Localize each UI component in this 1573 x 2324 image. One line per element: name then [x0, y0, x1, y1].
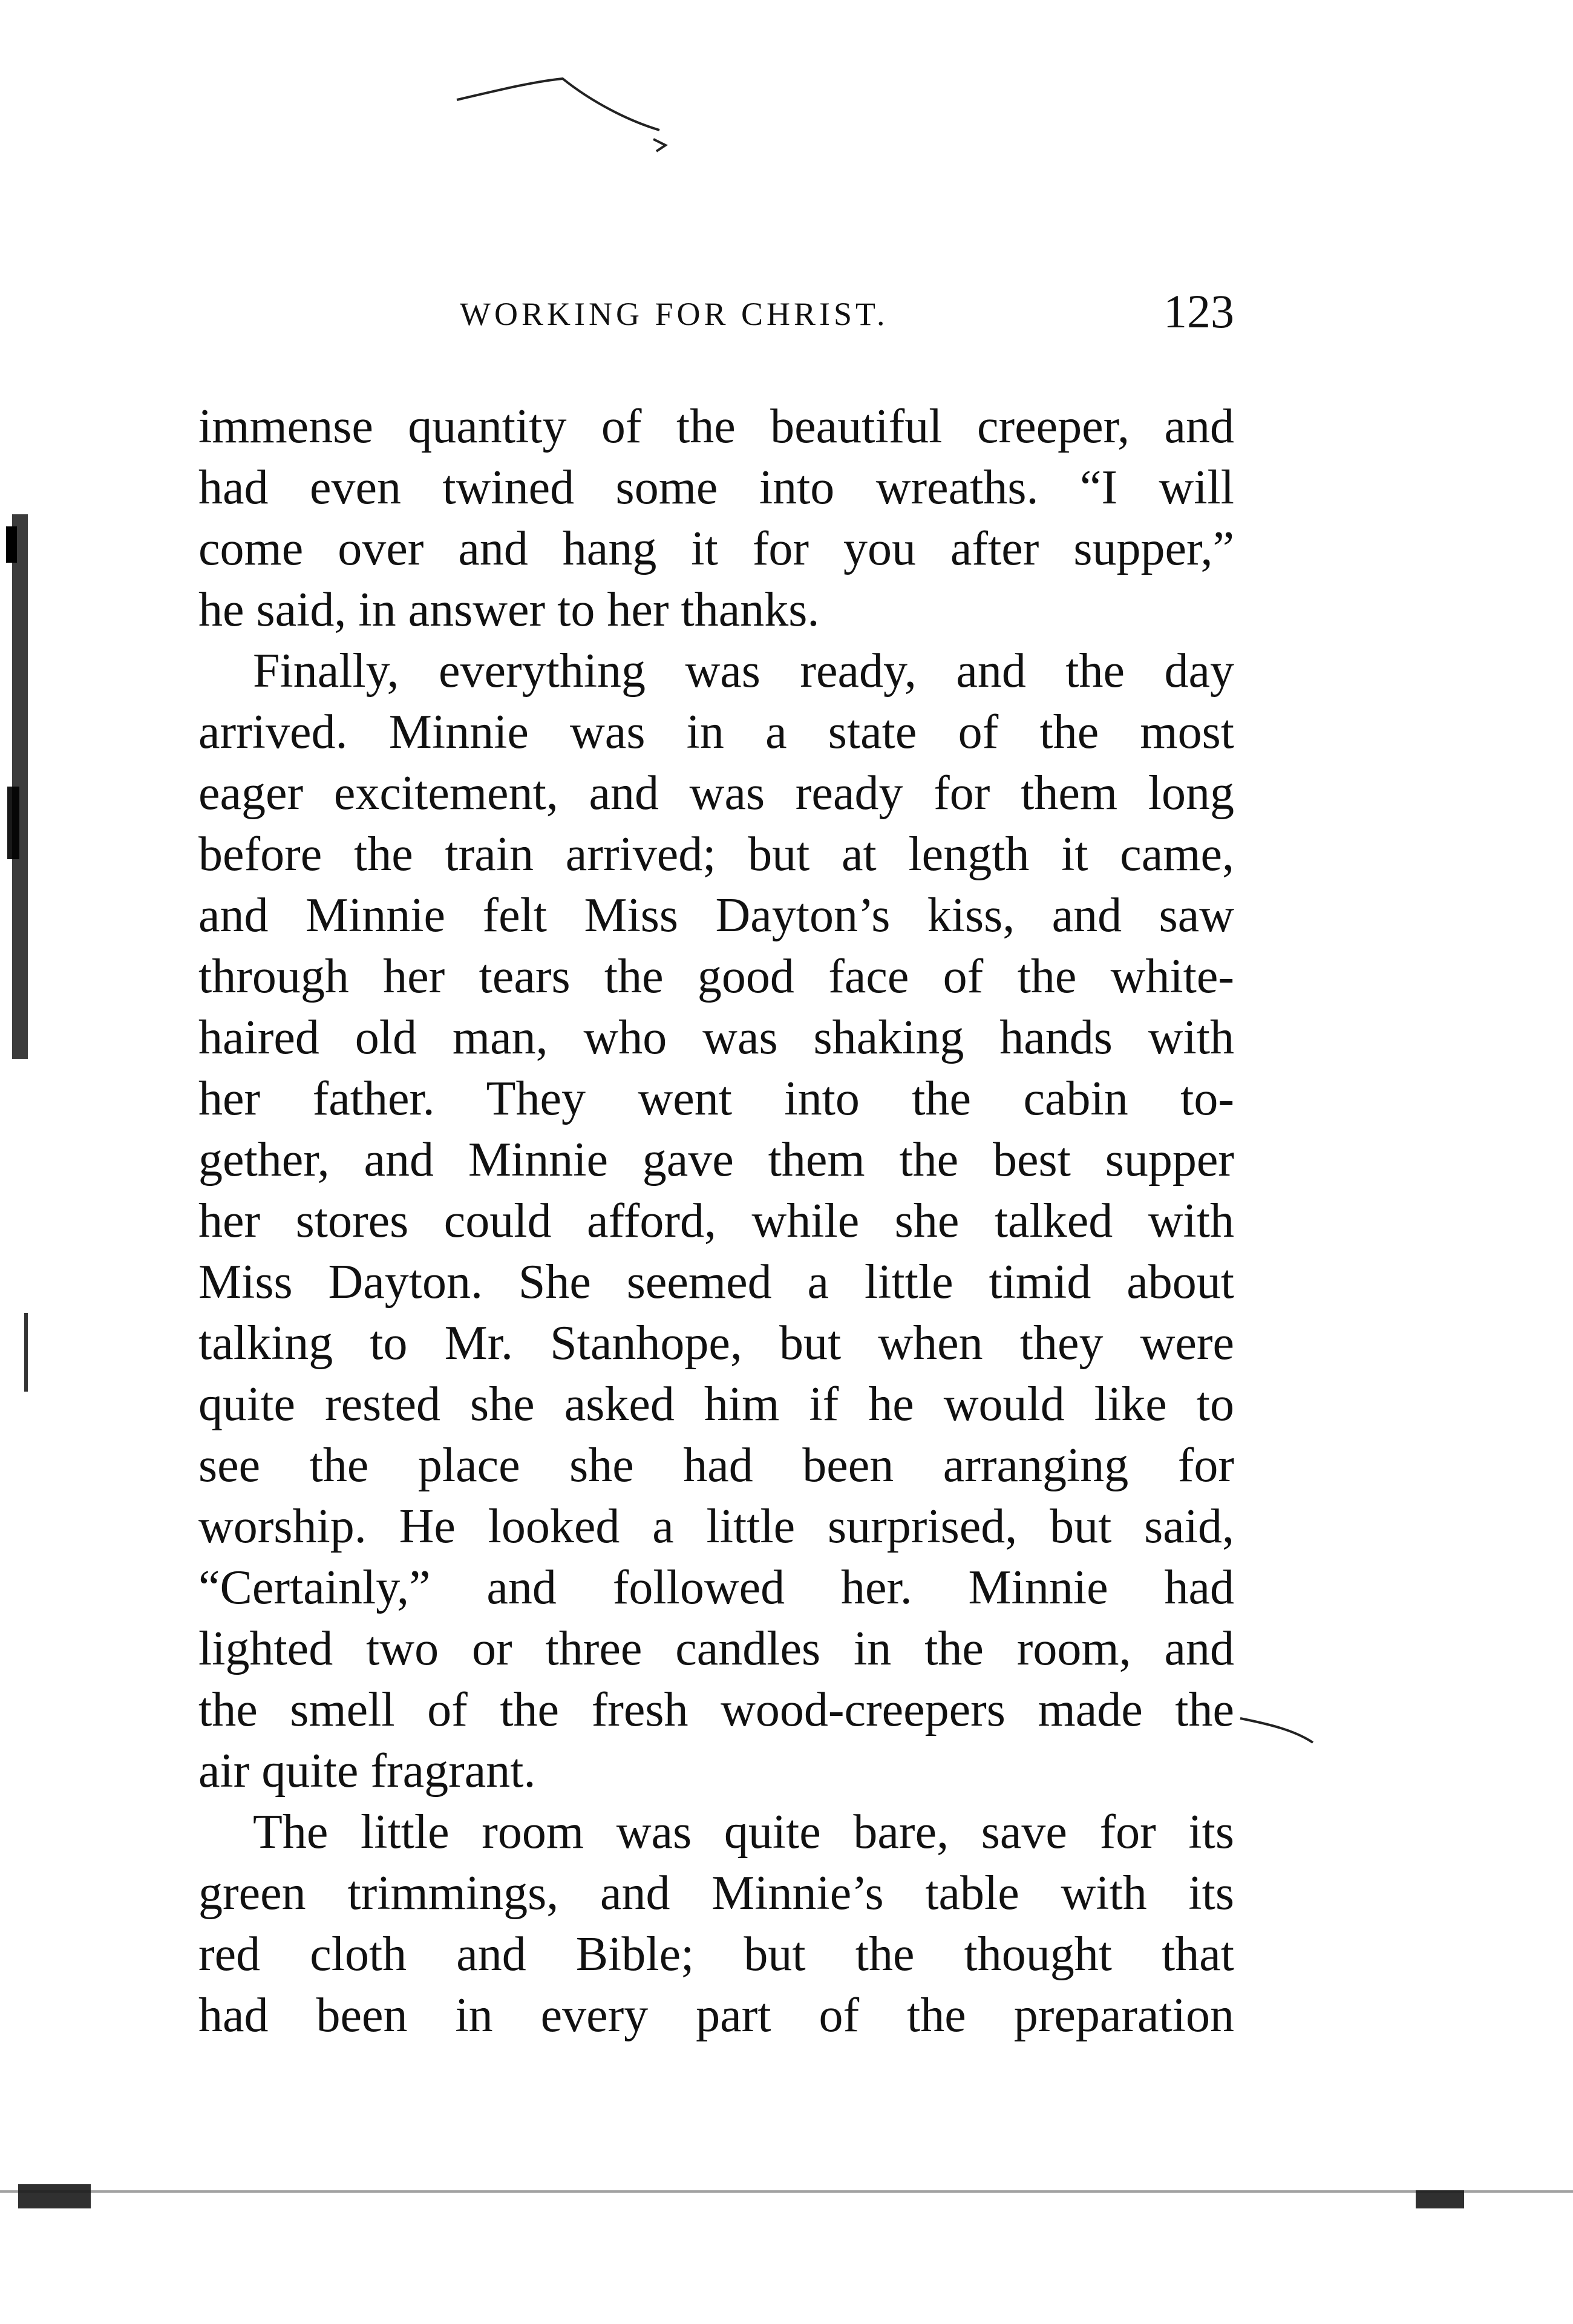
text-line: through her tears the good face of the white- [198, 950, 1234, 1003]
text-line: gether, and Minnie gave them the best supper [198, 1133, 1234, 1187]
text-line: arrived. Minnie was in a state of the most [198, 705, 1234, 759]
text-line: her father. They went into the cabin to- [198, 1072, 1234, 1125]
body-text [198, 396, 1234, 2046]
text-line: green trimmings, and Minnie’s table with its [198, 1867, 1234, 1920]
text-line: see the place she had been arranging for [198, 1439, 1234, 1492]
text-line: lighted two or three candles in the room, and [198, 1622, 1234, 1675]
text-line: haired old man, who was shaking hands with [198, 1011, 1234, 1064]
text-line: talking to Mr. Stanhope, but when they were [198, 1317, 1234, 1370]
text-line: “Certainly,” and followed her. Minnie had [198, 1561, 1234, 1614]
text-line: quite rested she asked him if he would like to [198, 1378, 1234, 1431]
text-line: the smell of the fresh wood-creepers made the [198, 1683, 1234, 1736]
text-line: eager excitement, and was ready for them long [198, 767, 1234, 820]
text-line: come over and hang it for you after supper,” [198, 522, 1234, 575]
text-line: worship. He looked a little surprised, but said, [198, 1500, 1234, 1553]
page-number: 123 [1163, 285, 1234, 338]
running-head: WORKING FOR CHRIST. [460, 296, 889, 332]
text-line: red cloth and Bible; but the thought that [198, 1928, 1234, 1981]
text-line: The little room was quite bare, save for its [253, 1805, 1234, 1859]
text-line: her stores could afford, while she talked with [198, 1194, 1234, 1248]
text-line: he said, in answer to her thanks. [198, 583, 820, 637]
page-header [194, 284, 1234, 351]
text-line: Miss Dayton. She seemed a little timid about [198, 1255, 1234, 1309]
text-line: had been in every part of the preparation [198, 1989, 1234, 2042]
text-line: had even twined some into wreaths. “I will [198, 461, 1234, 514]
text-line: Finally, everything was ready, and the day [253, 644, 1234, 698]
text-line: before the train arrived; but at length it came, [198, 828, 1234, 881]
text-line: air quite fragrant. [198, 1744, 536, 1798]
text-line: and Minnie felt Miss Dayton’s kiss, and saw [198, 889, 1234, 942]
text-line: immense quantity of the beautiful creeper, and [198, 400, 1234, 453]
